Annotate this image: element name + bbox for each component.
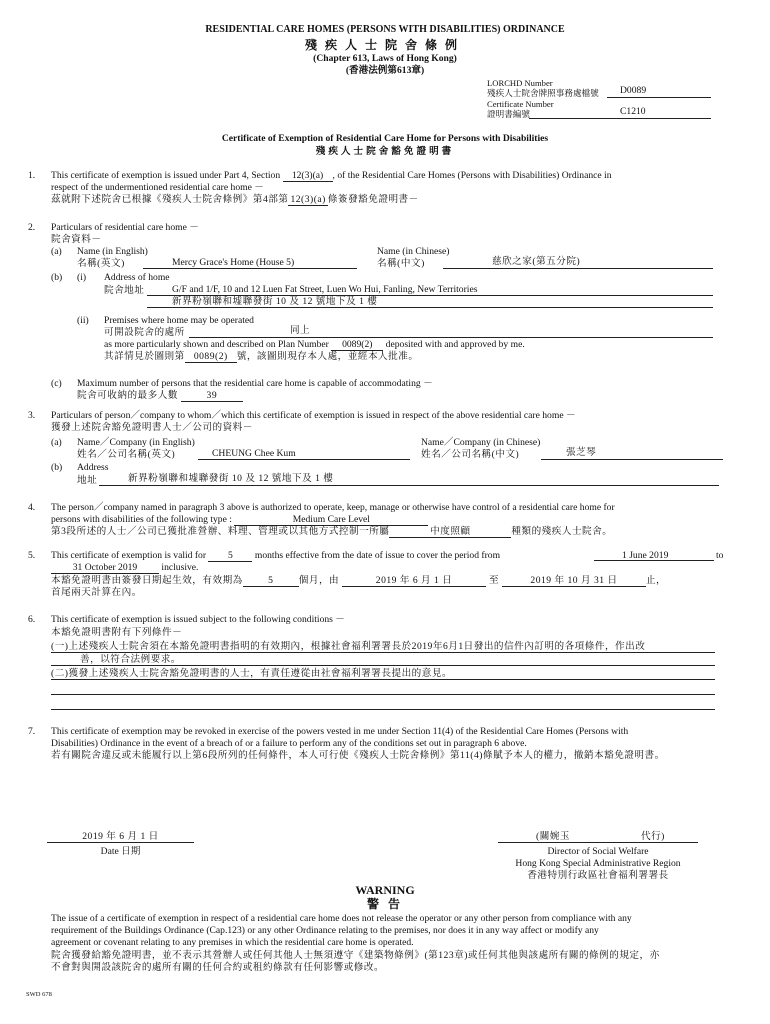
section-4-text-zh: 第3段所述的人士／公司已獲批准營辦、料理、管理或以其他方式控制一所屬 中度照顧 種類的殘疾人士院舍。 [51, 526, 613, 537]
section-2-heading: Particulars of residential care home － [51, 222, 199, 233]
home-address-zh: 新界粉嶺聯和墟聯發街 10 及 12 號地下及 1 樓 [172, 296, 378, 307]
section-6-heading: This certificate of exemption is issued subject to the following conditions － [51, 614, 345, 625]
section-3-heading-zh: 獲發上述院舍豁免證明書人士／公司的資料－ [51, 422, 253, 433]
address-label-en: Address of home [104, 272, 170, 283]
plan-text-zh: 其詳情見於圖則第 0089(2) 號，該圖則現存本人處，並經本人批准。 [104, 351, 419, 362]
home-address-en: G/F and 1/F, 10 and 12 Luen Fat Street, Luen Wo Hui, Fanling, New Territories [172, 284, 478, 295]
name-zh-label-zh: 名稱(中文) [377, 258, 425, 269]
cert-value: C1210 [620, 106, 646, 117]
operator-address-label-en: Address [77, 462, 109, 473]
period-to-zh: 2019 年 10 月 31 日 [502, 575, 646, 587]
name-en-label-zh: 名稱(英文) [77, 258, 125, 269]
form-code: SWD 678 [26, 991, 52, 998]
ordinance-title-zh: 殘疾人士院舍條例 [304, 38, 465, 52]
premises-label-en: Premises where home may be operated [104, 315, 254, 326]
issue-date: 2019 年 6 月 1 日 [82, 831, 159, 842]
name-zh-label: Name (in Chinese) [377, 246, 450, 257]
ordinance-title-en: RESIDENTIAL CARE HOMES (PERSONS WITH DISABILITIES) ORDINANCE [205, 24, 565, 35]
condition-1: (一)上述殘疾人士院舍須在本豁免證明書指明的有效期內，根據社會福利署署長於2019年6月1日發出的信件內訂明的各項條件，作出改 [51, 641, 646, 652]
validity-months: 5 [208, 550, 252, 562]
period-to-en: 31 October 2019 [51, 562, 159, 574]
section-3a-label: (a) [51, 437, 62, 448]
lorchd-label-en: LORCHD Number [487, 78, 553, 88]
period-from-en: 1 June 2019 [622, 550, 669, 561]
section-3b-label: (b) [51, 462, 63, 473]
operator-name-en-label-zh: 姓名／公司名稱(英文) [77, 449, 176, 460]
section-5-text: This certificate of exemption is valid for 5 months effective from the date of issue to cover the period from [51, 550, 501, 561]
section-7-text-zh: 若有關院舍違反或未能履行以上第6段所列的任何條件，本人可行使《殘疾人士院舍條例》第11(4)條賦予本人的權力，撤銷本豁免證明書。 [51, 750, 665, 761]
max-persons-label-zh: 院舍可收納的最多人數 39 [77, 390, 243, 402]
name-en-label: Name (in English) [77, 246, 148, 257]
section-5-text-zh-2: 首尾兩天計算在內。 [51, 587, 142, 598]
warning-text-zh-2: 不會對與開設該院舍的處所有關的任何合約或租約條款有任何影響或修改。 [51, 962, 385, 973]
care-type-en: Medium Care Level [234, 514, 428, 526]
section-6-heading-zh: 本豁免證明書附有下列條件－ [51, 627, 183, 638]
section-1-section-value: 12(3)(a) [283, 170, 333, 182]
chapter-zh: (香港法例第613章) [345, 65, 425, 76]
section-1-text-2: respect of the undermentioned residential care home － [51, 182, 264, 193]
address-label-zh: 院舍地址 [104, 285, 145, 296]
section-4-number: 4. [28, 502, 36, 513]
section-4-text: The person／company named in paragraph 3 above is authorized to operate, keep, manage or otherwise have control of a residential care home for [51, 502, 615, 513]
operator-name-en-label: Name／Company (in English) [77, 437, 195, 448]
section-7-text: This certificate of exemption may be revoked in exercise of the powers vested in me under Section 11(4) of the Residential Care Homes (Persons with [51, 726, 629, 737]
warning-title-zh: 警 告 [366, 897, 403, 911]
warning-title-en: WARNING [355, 883, 415, 897]
operator-address: 新界粉嶺聯和墟聯發街 10 及 12 號地下及 1 樓 [128, 473, 334, 484]
section-1-text-zh: 茲就附下述院舍已根據《殘疾人士院舍條例》第4部第 12(3)(a) 條簽發豁免證明書－ [51, 194, 419, 205]
cert-label-zh: 證明書編號 [487, 109, 530, 119]
warning-text-en: The issue of a certificate of exemption in respect of a residential care home does not release the operator or any other person from compliance with any [51, 913, 632, 924]
signer-region-en: Hong Kong Special Administrative Region [515, 858, 681, 869]
section-1-text: This certificate of exemption is issued under Part 4, Section 12(3)(a) , of the Residential Care Homes (Persons with Disabilities) Ordinance in [51, 170, 612, 181]
section-2b-i-label: (i) [77, 272, 87, 283]
section-5-text-2: 31 October 2019 inclusive. [51, 562, 198, 574]
section-3-number: 3. [28, 410, 36, 421]
condition-2: (二)獲發上述殘疾人士院舍豁免證明書的人士，有責任遵從由社會福利署署長提出的意見。 [51, 668, 453, 679]
operator-name-zh-label-zh: 姓名／公司名稱(中文) [421, 449, 520, 460]
condition-1-cont: 善，以符合法例要求。 [80, 654, 181, 665]
home-name-en: Mercy Grace's Home (House 5) [172, 257, 295, 268]
warning-text-en-2: requirement of the Buildings Ordinance (Cap.123) or any other Ordinance relating to the premises, nor does it in any way affect or modify any [51, 925, 599, 936]
section-4-text-2: persons with disabilities of the following type : Medium Care Level [51, 514, 428, 526]
premises-label-zh: 可開設院舍的處所 [104, 327, 185, 338]
section-2a-label: (a) [51, 246, 62, 257]
section-2-heading-zh: 院舍資料－ [51, 234, 102, 245]
warning-text-zh: 院舍獲發給豁免證明書，並不表示其營辦人或任何其他人士無須遵守《建築物條例》(第123章)或任何其他與該處所有關的條例的規定，亦 [51, 950, 660, 961]
section-6-number: 6. [28, 614, 36, 625]
certificate-title-en: Certificate of Exemption of Residential Care Home for Persons with Disabilities [221, 133, 549, 144]
signer-for: 代行) [641, 831, 665, 842]
certificate-title-zh: 殘疾人士院舍豁免證明書 [315, 146, 455, 157]
section-2-number: 2. [28, 222, 36, 233]
plan-number: 0089(2) [331, 339, 383, 351]
section-3-heading: Particulars of person／company to whom／which this certificate of exemption is issued in respect of the above residential care home － [51, 410, 576, 421]
operator-name-en: CHEUNG Chee Kum [212, 448, 296, 459]
operator-address-label-zh: 地址 [77, 475, 98, 486]
section-5-number: 5. [28, 550, 36, 561]
section-7-text-2: Disabilities) Ordinance in the event of a breach of or a failure to perform any of the conditions set out in paragraph 6 above. [51, 738, 527, 749]
signer-title-en: Director of Social Welfare [547, 846, 649, 857]
section-2c-label: (c) [51, 378, 62, 389]
operator-name-zh-label: Name／Company (in Chinese) [421, 437, 541, 448]
plan-text-en: as more particularly shown and described on Plan Number 0089(2) deposited with and approved by me. [104, 339, 525, 350]
care-type-zh: 中度照顧 [389, 526, 511, 538]
signer-title-zh: 香港特別行政區社會福利署署長 [527, 870, 669, 881]
max-persons-label-en: Maximum number of persons that the residential care home is capable of accommodating － [77, 378, 433, 389]
section-1-number: 1. [28, 170, 36, 181]
lorchd-value: D0089 [620, 85, 647, 96]
section-7-number: 7. [28, 726, 36, 737]
cert-label-en: Certificate Number [487, 99, 554, 109]
period-from-zh: 2019 年 6 月 1 日 [342, 575, 486, 587]
period-to-word: to [716, 550, 724, 561]
max-persons-value: 39 [181, 390, 243, 402]
signer-name: (關婉玉 [536, 831, 570, 842]
section-2b-ii-label: (ii) [77, 315, 89, 326]
section-2b-label: (b) [51, 272, 63, 283]
section-5-text-zh: 本豁免證明書由簽發日期起生效，有效期為 5 個月，由 2019 年 6 月 1 日 至 2019 年 10 月 31 日 止， [51, 575, 667, 586]
warning-text-en-3: agreement or covenant relating to any premises in which the residential care home is operated. [51, 937, 414, 948]
chapter-en: (Chapter 613, Laws of Hong Kong) [313, 53, 457, 64]
premises-value: 同上 [290, 325, 311, 336]
date-label: Date 日期 [100, 846, 141, 857]
operator-name-zh: 張芝琴 [566, 447, 597, 458]
lorchd-label-zh: 殘疾人士院舍牌照事務處檔號 [487, 88, 599, 98]
home-name-zh: 慈欣之家(第五分院) [492, 256, 581, 267]
